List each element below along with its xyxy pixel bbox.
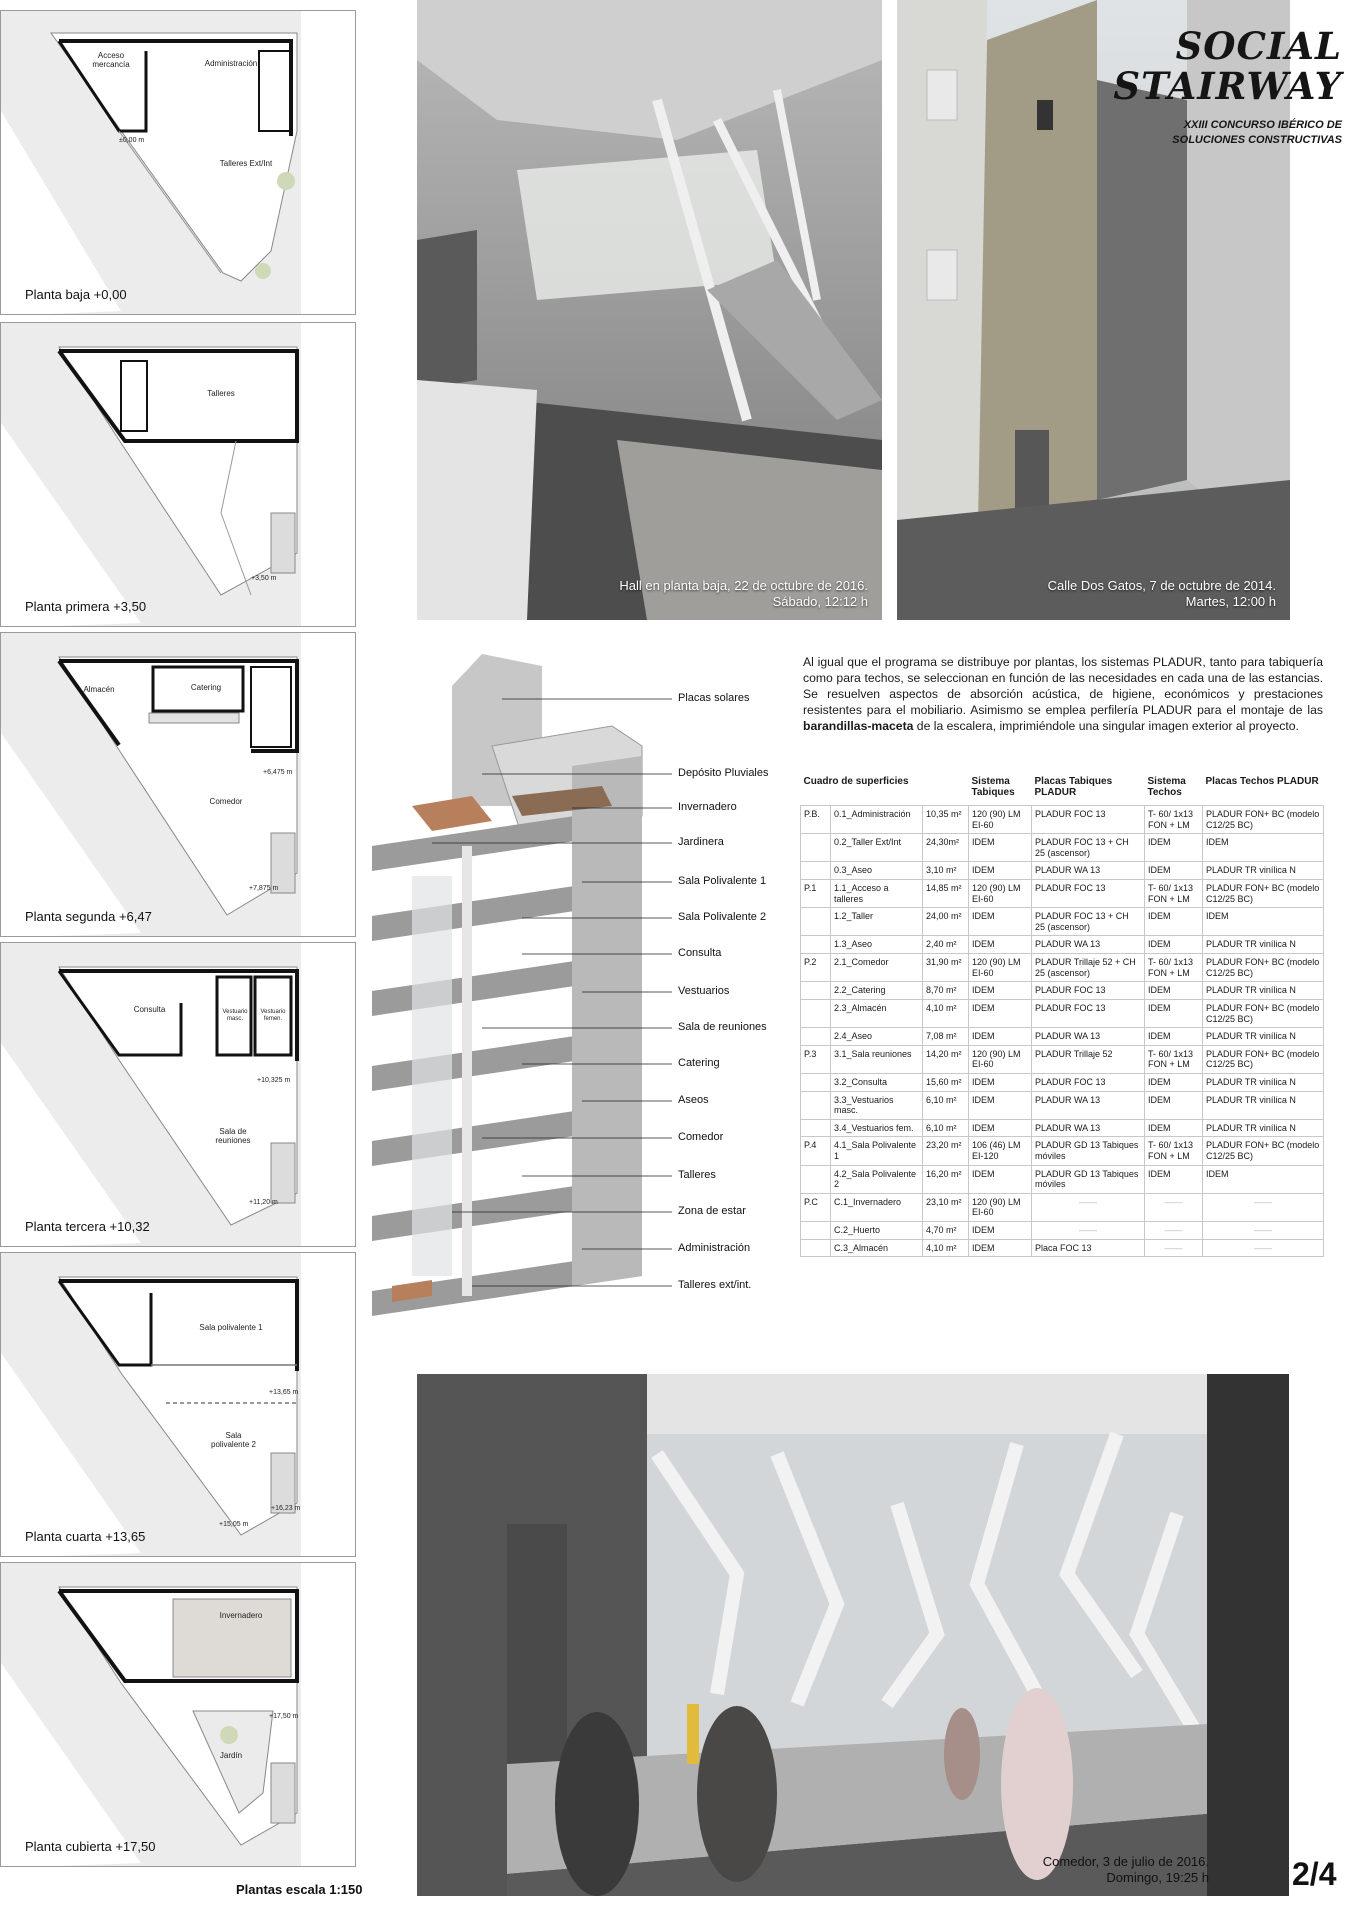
caption-line: Sábado, 12:12 h [772,593,868,609]
table-row [801,806,1324,834]
logo-subtitle-line1: XXIII CONCURSO IBÉRICO DE [1183,119,1342,131]
section-label: Comedor [678,1131,724,1143]
table-cell [801,862,831,880]
plan-room-label: Vestuario masc. [222,1009,248,1022]
table-cell: 6,10 m² [923,1119,969,1137]
table-cell: PLADUR FOC 13 [1032,806,1145,834]
table-header-row [801,776,1324,806]
plan-room-label: Almacén [83,685,115,694]
table-cell: 15,60 m² [923,1073,969,1091]
table-cell: 24,30m² [923,834,969,862]
plan-room-label: Talleres Ext/Int [219,159,273,168]
table-cell: T- 60/ 1x13 FON + LM [1145,1045,1203,1073]
section-label: Administración [678,1242,751,1254]
floor-plan-second [0,632,356,937]
table-cell: 120 (90) LM EI-60 [969,880,1032,908]
floor-plan-drawing [1,11,356,315]
hall-render [417,0,882,620]
table-cell [801,834,831,862]
section-label: Catering [678,1057,720,1069]
table-row [801,1239,1324,1257]
table-cell: PLADUR WA 13 [1032,862,1145,880]
table-row [801,1119,1324,1137]
table-cell: —— [1145,1239,1203,1257]
caption-line: Comedor, 3 de julio de 2016. [1042,1853,1209,1869]
table-cell: 8,70 m² [923,982,969,1000]
table-cell: —— [1145,1222,1203,1240]
table-cell: PLADUR TR vinílica N [1203,982,1324,1000]
plan-level-mark: +7,875 m [249,885,279,892]
plan-level-mark: +10,325 m [257,1077,291,1084]
table-cell: T- 60/ 1x13 FON + LM [1145,1137,1203,1165]
floor-plan-drawing [1,943,356,1247]
plan-caption: Planta tercera +10,32 [25,1219,150,1234]
floor-plan-drawing [1,323,356,627]
table-cell: PLADUR FOC 13 [1032,982,1145,1000]
table-cell: IDEM [969,1073,1032,1091]
dining-render-caption [1043,1854,1209,1887]
plan-room-label: Invernadero [219,1611,263,1620]
table-cell: 3.3_Vestuarios masc. [831,1091,923,1119]
section-label: Sala Polivalente 1 [678,875,767,887]
table-cell: 120 (90) LM EI-60 [969,1193,1032,1221]
table-cell: P.4 [801,1137,831,1165]
table-cell: 4,70 m² [923,1222,969,1240]
table-cell: 1.1_Acceso a talleres [831,880,923,908]
table-cell: IDEM [969,999,1032,1027]
table-cell: 120 (90) LM EI-60 [969,806,1032,834]
section-label: Sala de reuniones [678,1021,767,1033]
intro-text: de la escalera, imprimiéndole una singular imagen exterior al proyecto. [913,719,1299,734]
table-cell: IDEM [1145,1119,1203,1137]
table-cell: 10,35 m² [923,806,969,834]
table-cell: IDEM [969,1119,1032,1137]
table-cell: C.3_Almacén [831,1239,923,1257]
table-cell: 7,08 m² [923,1028,969,1046]
table-cell: IDEM [969,1239,1032,1257]
table-cell: 3,10 m² [923,862,969,880]
section-label: Talleres [678,1169,716,1181]
hall-render-image [417,0,882,620]
table-cell: PLADUR TR vinílica N [1203,1091,1324,1119]
table-cell: PLADUR FOC 13 [1032,999,1145,1027]
logo-title-line1: SOCIAL [1175,24,1342,68]
table-row [801,1073,1324,1091]
table-cell: 0.2_Taller Ext/Int [831,834,923,862]
caption-line: Martes, 12:00 h [1185,593,1276,609]
table-cell: PLADUR FOC 13 [1032,1073,1145,1091]
table-cell: PLADUR GD 13 Tabiques móviles [1032,1165,1145,1193]
table-cell: IDEM [969,1222,1032,1240]
table-cell: P.3 [801,1045,831,1073]
plan-level-mark: +15,05 m [219,1521,249,1528]
table-cell: 2.4_Aseo [831,1028,923,1046]
plan-caption: Planta segunda +6,47 [25,909,152,924]
table-cell: P.1 [801,880,831,908]
table-cell [801,1119,831,1137]
table-cell: PLADUR FON+ BC (modelo C12/25 BC) [1203,806,1324,834]
table-cell: PLADUR Trillaje 52 [1032,1045,1145,1073]
plan-room-label: Sala polivalente 1 [199,1323,263,1332]
table-cell: 2.1_Comedor [831,954,923,982]
table-row [801,1028,1324,1046]
table-cell: 4,10 m² [923,999,969,1027]
floor-plan-first [0,322,356,627]
table-header: Placas Tabiques PLADUR [1034,776,1113,798]
table-cell: 6,10 m² [923,1091,969,1119]
plan-caption: Planta cuarta +13,65 [25,1529,146,1544]
table-cell: IDEM [969,1091,1032,1119]
table-cell: T- 60/ 1x13 FON + LM [1145,954,1203,982]
plan-level-mark: +3,50 m [251,575,277,582]
plan-level-mark: +11,20 m [249,1199,278,1206]
table-cell: 2,40 m² [923,936,969,954]
section-label: Consulta [678,947,722,959]
table-row [801,1045,1324,1073]
table-cell: —— [1032,1222,1145,1240]
table-cell: PLADUR TR vinílica N [1203,862,1324,880]
dining-render-image [417,1374,1289,1896]
table-cell: —— [1203,1222,1324,1240]
caption-line: Domingo, 19:25 h [1106,1869,1209,1885]
table-cell: IDEM [1145,1091,1203,1119]
table-cell [801,1165,831,1193]
table-cell: PLADUR FOC 13 + CH 25 (ascensor) [1032,834,1145,862]
table-row [801,834,1324,862]
table-cell: 14,20 m² [923,1045,969,1073]
table-cell: IDEM [969,834,1032,862]
table-cell: 14,85 m² [923,880,969,908]
plan-room-label: Comedor [209,797,243,806]
table-cell: 106 (46) LM EI-120 [969,1137,1032,1165]
table-cell: IDEM [1145,908,1203,936]
table-cell: 23,20 m² [923,1137,969,1165]
table-cell: 16,20 m² [923,1165,969,1193]
table-cell: 3.4_Vestuarios fem. [831,1119,923,1137]
table-cell: PLADUR WA 13 [1032,1119,1145,1137]
plan-room-label: Consulta [133,1005,166,1014]
table-cell: IDEM [969,936,1032,954]
floor-plan-roof [0,1562,356,1867]
table-row [801,862,1324,880]
table-cell: PLADUR FON+ BC (modelo C12/25 BC) [1203,880,1324,908]
table-cell: PLADUR FOC 13 [1032,880,1145,908]
table-cell: —— [1032,1193,1145,1221]
plan-room-label: Vestuario femen. [260,1009,286,1022]
table-cell: —— [1203,1239,1324,1257]
table-cell: P.C [801,1193,831,1221]
table-cell [801,982,831,1000]
table-row [801,954,1324,982]
table-cell: PLADUR TR vinílica N [1203,1073,1324,1091]
table-cell: 3.1_Sala reuniones [831,1045,923,1073]
plan-level-mark: +13,65 m [269,1389,299,1396]
table-cell: PLADUR TR vinílica N [1203,936,1324,954]
table-cell: IDEM [1145,1073,1203,1091]
table-cell: 4.1_Sala Polivalente 1 [831,1137,923,1165]
table-row [801,999,1324,1027]
section-label: Talleres ext/int. [678,1279,752,1291]
table-cell: IDEM [1145,936,1203,954]
table-cell: PLADUR WA 13 [1032,936,1145,954]
table-cell [801,936,831,954]
table-cell: 0.3_Aseo [831,862,923,880]
plan-room-label: Catering [190,683,222,692]
table-cell: Placa FOC 13 [1032,1239,1145,1257]
table-cell [801,908,831,936]
table-row [801,880,1324,908]
table-cell: PLADUR FON+ BC (modelo C12/25 BC) [1203,999,1324,1027]
table-cell: PLADUR FON+ BC (modelo C12/25 BC) [1203,1045,1324,1073]
table-cell: 4.2_Sala Polivalente 2 [831,1165,923,1193]
intro-paragraph [803,654,1323,734]
table-cell: IDEM [1145,862,1203,880]
floor-plan-third [0,942,356,1247]
table-cell [801,1073,831,1091]
table-cell: PLADUR FON+ BC (modelo C12/25 BC) [1203,954,1324,982]
table-row [801,982,1324,1000]
plan-room-label: Sala polivalente 2 [211,1431,256,1450]
table-cell: IDEM [969,1028,1032,1046]
plan-level-mark: +6,475 m [263,769,293,776]
table-cell: PLADUR Trillaje 52 + CH 25 (ascensor) [1032,954,1145,982]
table-cell: IDEM [969,908,1032,936]
floor-plan-drawing [1,633,356,937]
table-cell: C.1_Invernadero [831,1193,923,1221]
plan-level-mark: +17,50 m [269,1713,299,1720]
section-label: Placas solares [678,692,750,704]
plan-caption: Planta cubierta +17,50 [25,1839,156,1854]
table-cell [801,1091,831,1119]
page-number: 2/4 [1292,1856,1337,1892]
table-cell: PLADUR TR vinílica N [1203,1119,1324,1137]
street-render-caption [1048,578,1276,611]
table-cell: IDEM [1145,1028,1203,1046]
table-cell: PLADUR FOC 13 + CH 25 (ascensor) [1032,908,1145,936]
plan-room-label: Administración [204,59,258,68]
table-cell: 31,90 m² [923,954,969,982]
plan-level-mark: +16,23 m [271,1505,301,1512]
table-row [801,1091,1324,1119]
intro-bold-text: barandillas-maceta [803,719,914,734]
table-cell: IDEM [1203,908,1324,936]
table-header: Sistema Tabiques [971,776,1015,798]
dining-render [417,1374,1289,1896]
table-cell: PLADUR FON+ BC (modelo C12/25 BC) [1203,1137,1324,1165]
table-cell: 1.3_Aseo [831,936,923,954]
table-row [801,936,1324,954]
table-cell [801,1239,831,1257]
table-cell: P.B. [801,806,831,834]
plan-room-label: Jardín [219,1751,243,1760]
table-cell: 2.3_Almacén [831,999,923,1027]
section-label: Sala Polivalente 2 [678,911,767,923]
table-cell: PLADUR WA 13 [1032,1028,1145,1046]
table-row [801,1165,1324,1193]
table-cell: IDEM [1203,834,1324,862]
table-cell: 120 (90) LM EI-60 [969,954,1032,982]
table-cell: 3.2_Consulta [831,1073,923,1091]
plan-room-label: Acceso mercancía [92,51,130,70]
surfaces-table [800,776,1324,1257]
table-cell: IDEM [1203,1165,1324,1193]
table-cell: —— [1203,1193,1324,1221]
table-cell: P.2 [801,954,831,982]
table-row [801,1137,1324,1165]
section-label: Invernadero [678,801,737,813]
section-label: Vestuarios [678,985,730,997]
brand-logo [1113,14,1354,154]
table-cell: 23,10 m² [923,1193,969,1221]
table-row [801,908,1324,936]
floor-plan-drawing [1,1563,356,1867]
table-header: Placas Techos PLADUR [1205,776,1319,787]
table-cell: PLADUR TR vinílica N [1203,1028,1324,1046]
section-label: Aseos [678,1094,709,1106]
plan-caption: Planta primera +3,50 [25,599,147,614]
caption-line: Hall en planta baja, 22 de octubre de 2016. [619,577,868,593]
table-cell: 24,00 m² [923,908,969,936]
table-cell: T- 60/ 1x13 FON + LM [1145,806,1203,834]
plan-room-label: Talleres [207,389,235,398]
table-cell: PLADUR WA 13 [1032,1091,1145,1119]
plan-level-mark: ±0,00 m [119,137,145,144]
table-cell [801,999,831,1027]
hall-render-caption [619,578,868,611]
table-cell: 2.2_Catering [831,982,923,1000]
table-cell: IDEM [969,862,1032,880]
table-body [801,806,1324,1257]
table-cell: 0.1_Administración [831,806,923,834]
plans-scale-label: Plantas escala 1:150 [236,1882,363,1897]
table-cell: IDEM [1145,999,1203,1027]
table-row [801,1222,1324,1240]
table-cell: IDEM [1145,1165,1203,1193]
table-cell: IDEM [1145,834,1203,862]
intro-text: Al igual que el programa se distribuye por plantas, los sistemas PLADUR, tanto para tabiquería como para techos, se seleccionan en función de las necesidades en cada una de las estancias. Se resuelven aspectos de absorción acústica, de higiene, económicos y prestaciones resistentes para el mobiliario. Asimismo se emplea perfilería PLADUR para el montaje de las [803,655,1323,718]
table-cell [801,1222,831,1240]
table-cell: 1.2_Taller [831,908,923,936]
logo-title-line2: STAIRWAY [1113,64,1342,108]
table-row [801,1193,1324,1221]
table-header: Sistema Techos [1147,776,1186,798]
table-header: Cuadro de superficies [803,776,909,787]
table-cell: IDEM [969,1165,1032,1193]
table-cell: —— [1145,1193,1203,1221]
floor-plan-ground [0,10,356,315]
table-cell [801,1028,831,1046]
table-cell: PLADUR GD 13 Tabiques móviles [1032,1137,1145,1165]
caption-line: Calle Dos Gatos, 7 de octubre de 2014. [1047,577,1276,593]
plan-room-label: Sala de reuniones [215,1127,251,1146]
floor-plan-fourth [0,1252,356,1557]
table-cell: IDEM [1145,982,1203,1000]
section-label: Zona de estar [678,1205,746,1217]
logo-subtitle-line2: SOLUCIONES CONSTRUCTIVAS [1172,134,1342,146]
table-cell: IDEM [969,982,1032,1000]
floor-plan-drawing [1,1253,356,1557]
plan-caption: Planta baja +0,00 [25,287,127,302]
table-cell: 120 (90) LM EI-60 [969,1045,1032,1073]
section-label: Depósito Pluviales [678,767,769,779]
table-cell: 4,10 m² [923,1239,969,1257]
table-cell: T- 60/ 1x13 FON + LM [1145,880,1203,908]
section-label: Jardinera [678,836,724,848]
building-section-diagram [372,646,792,1346]
table-cell: C.2_Huerto [831,1222,923,1240]
